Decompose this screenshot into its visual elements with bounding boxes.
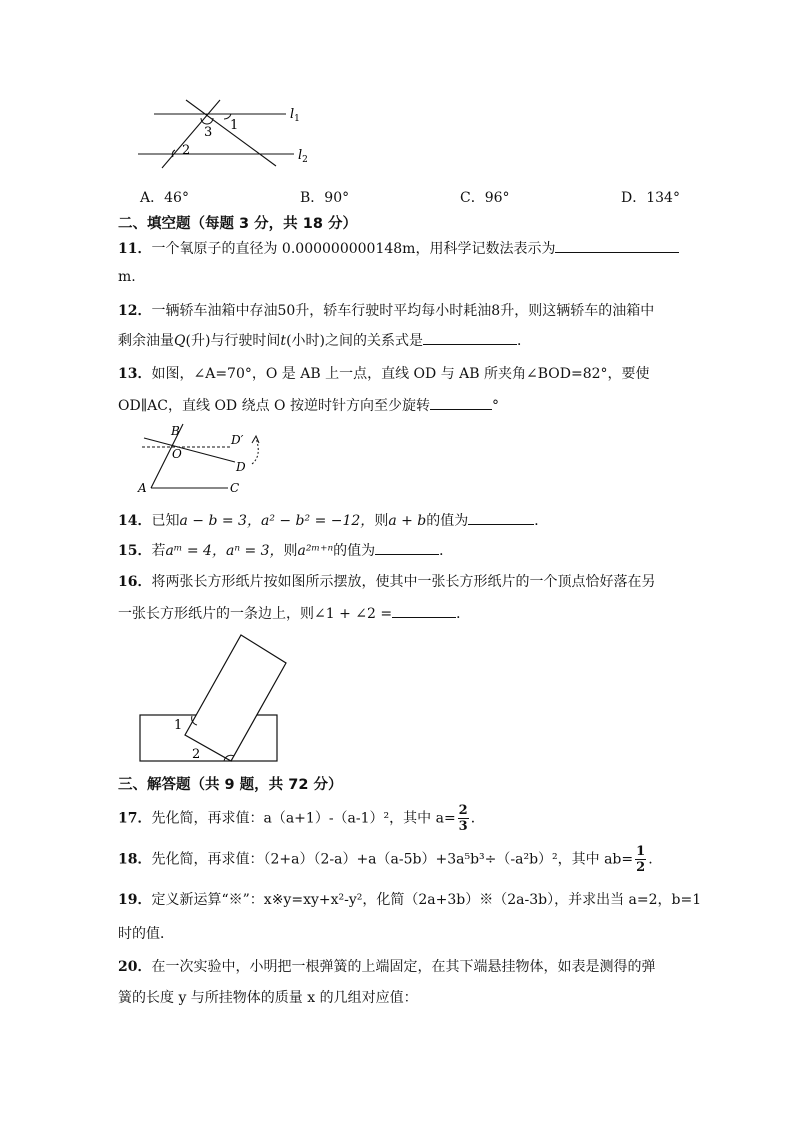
label-o: O — [172, 447, 182, 461]
question-number: 16． — [118, 574, 152, 590]
question-text: 先化简，再求值：a（a+1）-（a-1）²，其中 a= — [151, 810, 456, 827]
label-2: 2 — [192, 747, 201, 762]
denominator: 2 — [636, 860, 646, 875]
denominator: 3 — [458, 819, 468, 834]
question-13-line2 — [118, 395, 499, 415]
expression: a + b — [388, 513, 427, 529]
question-number: 20． — [118, 959, 152, 975]
label-3: 3 — [204, 125, 213, 140]
question-text: 则 — [374, 513, 389, 529]
question-text: 已知 — [151, 513, 180, 529]
question-text: 剩余油量 — [118, 333, 174, 349]
transversal-1 — [186, 100, 276, 166]
question-text: 一辆轿车油箱中存油50升，轿车行驶时平均每小时耗油8升，则这辆轿车的油箱中 — [151, 303, 655, 319]
question-text: 的值为 — [333, 543, 376, 559]
option-b: B．90° — [300, 190, 350, 206]
equation-2: aⁿ = 3， — [225, 543, 284, 559]
answer-blank[interactable] — [555, 240, 679, 253]
question-number: 11． — [118, 241, 152, 257]
question-16-line1 — [118, 571, 655, 591]
line-od — [144, 438, 235, 462]
expression: a²ᵐ⁺ⁿ — [297, 543, 334, 559]
question-text: 一个氧原子的直径为 0.000000000148m，用科学记数法表示为 — [151, 241, 556, 257]
numerator: 2 — [458, 803, 468, 818]
question-14 — [118, 510, 548, 530]
question-19-line1 — [118, 889, 701, 909]
question-text: OD∥AC，直线 OD 绕点 O 按逆时针方向至少旋转 — [118, 398, 430, 414]
tilted-rectangle — [185, 635, 286, 761]
question-11 — [118, 238, 679, 258]
question-number: 12． — [118, 303, 152, 319]
label-d-prime: D′ — [231, 433, 244, 447]
question-number: 17． — [118, 810, 152, 827]
question-number: 15． — [118, 543, 152, 559]
label-1: 1 — [230, 118, 239, 133]
period: ． — [439, 543, 454, 559]
option-d: D．134° — [621, 190, 680, 206]
variable-q: Q — [174, 333, 186, 349]
question-text: 定义新运算“※”：x※y=xy+x²-y²，化简（2a+3b）※（2a-3b），并求出当 a=2，b=1 — [151, 892, 702, 908]
question-number: 19． — [118, 892, 152, 908]
option-a: A．46° — [140, 190, 189, 206]
numerator: 1 — [636, 844, 646, 859]
label-d: D — [236, 460, 246, 474]
degree-sign: ° — [491, 398, 499, 414]
label-a: A — [138, 481, 147, 495]
section-title-answer: 三、解答题（共 9 题，共 72 分） — [118, 777, 343, 793]
question-13-line1 — [118, 363, 650, 383]
figure-parallel-lines — [128, 96, 328, 176]
question-text: 则 — [283, 543, 298, 559]
answer-blank[interactable] — [392, 605, 456, 618]
answer-blank[interactable] — [423, 332, 517, 345]
label-1: 1 — [174, 718, 183, 733]
period: ． — [470, 810, 485, 827]
question-text: 一张长方形纸片的一条边上，则∠1 + ∠2 = — [118, 606, 393, 622]
answer-blank[interactable] — [375, 542, 439, 555]
question-16-line2 — [118, 603, 470, 623]
label-2: 2 — [182, 143, 191, 158]
question-15 — [118, 540, 453, 560]
question-20-line2: 簧的长度 y 与所挂物体的质量 x 的几组对应值： — [118, 990, 418, 1006]
question-number: 14． — [118, 513, 152, 529]
period: . — [648, 851, 653, 868]
figure-rectangles — [128, 628, 288, 768]
label-l2: $l_2$ — [298, 148, 308, 165]
question-text: (小时)之间的关系式是 — [286, 333, 423, 349]
question-text: (升)与行驶时间 — [185, 333, 281, 349]
answer-blank[interactable] — [430, 397, 492, 410]
figure-rotation — [128, 420, 278, 500]
question-18 — [118, 845, 653, 874]
question-text: 若 — [151, 543, 166, 559]
question-20-line1 — [118, 956, 655, 976]
option-c: C．96° — [460, 190, 510, 206]
question-text: 如图，∠A=70°，O 是 AB 上一点，直线 OD 与 AB 所夹角∠BOD=82°，要使 — [151, 366, 650, 382]
label-b: B — [171, 424, 180, 438]
fraction — [458, 804, 469, 833]
arrow-head — [252, 436, 259, 443]
question-17 — [118, 804, 485, 833]
question-text: 将两张长方形纸片按如图所示摆放，使其中一张长方形纸片的一个顶点恰好落在另 — [151, 574, 656, 590]
question-text: 先化简，再求值：（2+a）（2-a）+a（a-5b）+3a⁵b³÷（-a²b）²，其中 ab= — [151, 851, 634, 868]
question-number: 13． — [118, 366, 152, 382]
question-number: 18． — [118, 851, 152, 868]
fraction — [635, 845, 646, 874]
period: ． — [517, 333, 531, 349]
label-c: C — [230, 481, 240, 495]
variable-t: t — [280, 333, 287, 349]
period: ． — [456, 606, 471, 622]
question-12-line2 — [118, 330, 531, 350]
question-12-line1 — [118, 300, 654, 320]
question-text: 的值为 — [426, 513, 469, 529]
question-11-unit: m. — [118, 269, 136, 285]
answer-blank[interactable] — [468, 512, 534, 525]
label-l1: $l_1$ — [290, 107, 300, 124]
question-19-line2: 时的值． — [118, 926, 174, 942]
section-title-fill-in: 二、填空题（每题 3 分，共 18 分） — [118, 216, 357, 232]
equation-1: aᵐ = 4， — [165, 543, 226, 559]
equation-2: a² − b² = −12， — [260, 513, 375, 529]
equation-1: a − b = 3， — [179, 513, 261, 529]
question-text: 在一次实验中，小明把一根弹簧的上端固定，在其下端悬挂物体，如表是测得的弹 — [151, 959, 656, 975]
period: ． — [534, 513, 549, 529]
